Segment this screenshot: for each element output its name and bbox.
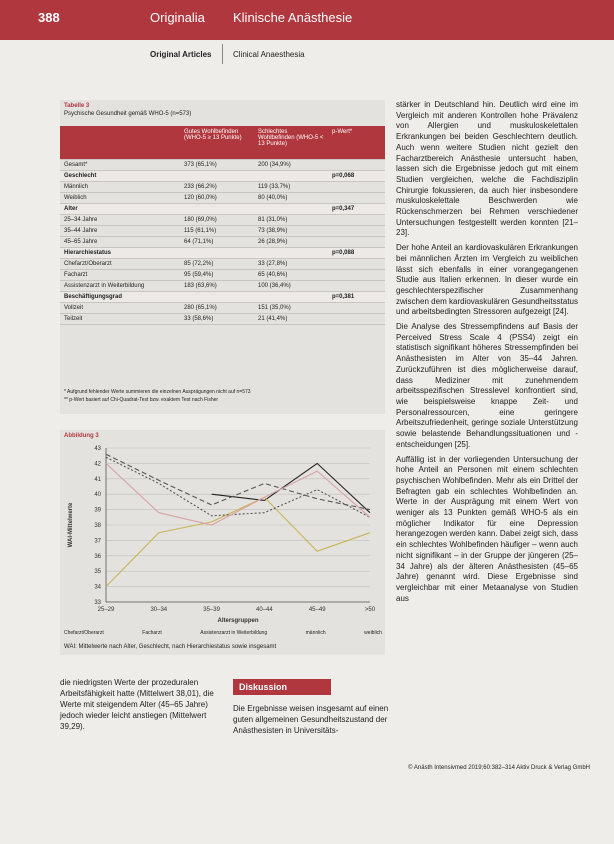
paragraph: Auffällig ist in der vorliegenden Untersuchung der hohe Anteil an Personen mit einem schlechten psychischen Wohlbefinden. Mehr als ein Drittel der Befragten gab ein schlechtes Wohlbefinden an. Werte in der Ausprägung mit einem Wert von weniger als 13 Punkten gemäß WHO-5 als ein möglicher Indikator für eine Depression herangezogen werden kann. Dabei zeigt sich, dass ein schlechtes Wohlbefinden häufiger – wenn auch nicht signifikant – in der Gruppe der jüngeren (25–34 Jahre) als der älteren Anästhesisten (45–65 Jahre) genannt wird. Diese Ergebnisse sind vergleichbar mit einer Metaanalyse von Studien aus [396, 454, 578, 603]
series-line [106, 457, 370, 517]
table-cell: Vollzeit [60, 303, 180, 314]
x-tick-label: 25–29 [97, 607, 115, 613]
table-header-row [60, 126, 385, 160]
figure-box [60, 430, 385, 655]
table-row [60, 259, 385, 270]
table-group-row [60, 204, 385, 215]
y-tick-label: 34 [94, 584, 101, 591]
table-cell: 64 (71,1%) [180, 237, 254, 248]
table-cell [328, 182, 385, 193]
table-header-cell: Gutes Wohlbefinden (WHO-5 ≥ 13 Punkte) [180, 126, 254, 160]
bottom-left-text: die niedrigsten Werte der prozeduralen Arbeitsfähigkeit hatte (Mittelwert 38,01), die Werte mit steigendem Alter (45–65 Jahre) jedoch wieder leicht anstiegen (Mittelwert 39,29). [60, 678, 214, 731]
table-group-row [60, 171, 385, 182]
table-row [60, 226, 385, 237]
subheader-right: Clinical Anaesthesia [233, 50, 305, 59]
table-footnote: ** p-Wert basiert auf Chi-Quadrat-Test bzw. exaktem Test nach Fisher [64, 397, 219, 403]
table-cell [328, 303, 385, 314]
table-cell [328, 160, 385, 171]
table-row [60, 270, 385, 281]
x-tick-label: >50 [364, 607, 376, 613]
table-label: Tabelle 3 [64, 103, 90, 109]
table-cell: Männlich [60, 182, 180, 193]
table-cell [328, 193, 385, 204]
table-cell: Assistenzarzt in Weiterbildung [60, 281, 180, 292]
table-cell: Weiblich [60, 193, 180, 204]
table-row [60, 281, 385, 292]
table-cell: Chefarzt/Oberarzt [60, 259, 180, 270]
table-cell [328, 226, 385, 237]
paragraph: Die Analyse des Stressempfindens auf Basis der Perceived Stress Scale 4 (PSS4) zeigt ein statistisch signifikant höheres Stressempfinden bei Anästhesisten im Alter von 35–44 Jahren. Zurückzuführen ist dies möglicherweise darauf, dass Mediziner mit zunehmendem arbeitsspezifischen Stresslevel konfrontiert sind, wie beispielsweise knappe Zeit- und Personalressourcen, eine geringere Arbeitszufriedenheit, geringe soziale Unterstützung sowie belastende Behandlungssituationen und -entscheidungen [25]. [396, 322, 578, 449]
table-cell: 233 (66,2%) [180, 182, 254, 193]
y-tick-label: 43 [94, 446, 101, 452]
table-cell [254, 204, 328, 215]
y-tick-label: 38 [94, 523, 101, 529]
table-footnotes [64, 388, 251, 404]
table-cell: Hierarchiestatus [60, 248, 180, 259]
wai-line-chart [60, 442, 385, 642]
table-cell [180, 248, 254, 259]
table-cell: 200 (34,9%) [254, 160, 328, 171]
table-cell: Teilzeit [60, 314, 180, 325]
table-cell: p=0,347 [328, 204, 385, 215]
table-cell: 100 (36,4%) [254, 281, 328, 292]
chart-legend [64, 630, 382, 636]
figure-note: WAI: Mittelwerte nach Alter, Geschlecht, nach Hierarchiestatus sowie insgesamt [64, 644, 277, 650]
table-cell [328, 314, 385, 325]
page-number: 388 [38, 10, 60, 25]
table-header-cell [60, 126, 180, 160]
table-box [60, 100, 385, 414]
figure-label: Abbildung 3 [64, 433, 99, 439]
table-cell: Alter [60, 204, 180, 215]
table-row [60, 193, 385, 204]
table-cell: 35–44 Jahre [60, 226, 180, 237]
legend-item: Facharzt [142, 630, 162, 636]
table-row [60, 237, 385, 248]
table-cell [180, 292, 254, 303]
table-cell: Facharzt [60, 270, 180, 281]
series-line [106, 454, 370, 509]
y-tick-label: 40 [94, 492, 101, 499]
table-cell: 120 (60,0%) [180, 193, 254, 204]
table-cell: 151 (35,0%) [254, 303, 328, 314]
table-row [60, 215, 385, 226]
table-group-row [60, 292, 385, 303]
table-cell: 21 (41,4%) [254, 314, 328, 325]
table-cell: 183 (63,6%) [180, 281, 254, 292]
health-table [60, 126, 385, 325]
table-cell [328, 259, 385, 270]
bottom-mid-text: Die Ergebnisse weisen insgesamt auf einen guten allgemeinen Gesundheitszustand der Anästhesisten in Universitäts- [233, 704, 389, 735]
right-column-text [396, 100, 578, 608]
table-cell: 280 (65,1%) [180, 303, 254, 314]
table-cell [254, 171, 328, 182]
table-footnote: * Aufgrund fehlender Werte summieren die einzelnen Ausprägungen nicht auf n=573 [64, 389, 251, 395]
table-cell: 33 (58,6%) [180, 314, 254, 325]
table-cell: 95 (59,4%) [180, 270, 254, 281]
table-cell: 80 (40,0%) [254, 193, 328, 204]
table-cell [254, 292, 328, 303]
table-row [60, 182, 385, 193]
table-cell: 73 (38,9%) [254, 226, 328, 237]
table-cell [328, 270, 385, 281]
x-tick-label: 40–44 [256, 607, 273, 613]
table-cell [254, 248, 328, 259]
x-tick-label: 30–34 [150, 607, 168, 613]
table-cell: 81 (31,0%) [254, 215, 328, 226]
table-cell: 115 (61,1%) [180, 226, 254, 237]
table-caption: Psychische Gesundheit gemäß WHO-5 (n=573) [64, 111, 192, 117]
table-cell: p=0,068 [328, 171, 385, 182]
table-cell [180, 171, 254, 182]
table-cell: Geschlecht [60, 171, 180, 182]
table-cell: 373 (65,1%) [180, 160, 254, 171]
table-cell [328, 281, 385, 292]
legend-item: Chefarzt/Oberarzt [64, 630, 104, 636]
y-axis-label: WAI-Mittelwerte [68, 502, 74, 548]
table-row [60, 303, 385, 314]
y-tick-label: 42 [94, 461, 101, 468]
subheader-left: Original Articles [150, 50, 212, 59]
table-group-row [60, 248, 385, 259]
table-cell [328, 237, 385, 248]
table-cell: p=0,381 [328, 292, 385, 303]
legend-item: Assistenzarzt in Weiterbildung [200, 630, 268, 636]
y-tick-label: 35 [94, 569, 101, 576]
paragraph: Der hohe Anteil an kardiovaskulären Erkrankungen bei männlichen Ärzten im Vergleich zu weiblichen lässt sich ebenfalls in einer vorangegangenen Studie aus Italien erkennen. In dieser wurde ein geschlechterspezifischer Zusammenhang zwischen dem kardiovaskulären Gesundheitsstatus und arbeitsbedingten Stressoren aufgezeigt [24]. [396, 243, 578, 317]
y-tick-label: 36 [94, 553, 101, 560]
table-cell [180, 204, 254, 215]
legend-item: weiblich [364, 630, 382, 636]
page-header [0, 0, 614, 40]
table-header-cell: p-Wert* [328, 126, 385, 160]
table-cell: 33 (27,8%) [254, 259, 328, 270]
x-tick-label: 45–49 [308, 607, 326, 613]
y-tick-label: 41 [94, 476, 101, 483]
x-tick-label: 35–39 [203, 607, 220, 613]
table-cell: 26 (28,9%) [254, 237, 328, 248]
discussion-heading: Diskussion [233, 679, 331, 695]
legend-item: männlich [305, 630, 326, 636]
table-cell [328, 215, 385, 226]
y-tick-label: 39 [94, 507, 101, 514]
table-header-cell: Schlechtes Wohlbefinden (WHO-5 < 13 Punkte) [254, 126, 328, 160]
table-cell: 65 (40,6%) [254, 270, 328, 281]
table-cell: 85 (72,2%) [180, 259, 254, 270]
table-cell: Beschäftigungsgrad [60, 292, 180, 303]
table-cell: 25–34 Jahre [60, 215, 180, 226]
table-cell: 180 (69,0%) [180, 215, 254, 226]
subheader-divider [222, 44, 223, 64]
paragraph: stärker in Deutschland hin. Deutlich wird eine im Vergleich mit anderen Kontrollen hohe Prävalenz von Allergien und muskuloskelettalen Erkrankungen bei beiden Geschlechtern deutlich. Auch wenn weitere Studien nicht gezielt den Facharztbereich Anästhesie untersucht haben, lassen sich die Ergebnisse jedoch gut mit einem Studien vergleichen, welche die Fachdisziplin Chirurgie fokussieren, da auch hier insbesondere muskuloskelettale Beschwerden wie Rückenschmerzen bei Rehmen verschiedener Untersuchungen festgestellt werden konnten [21–23]. [396, 100, 578, 238]
table-row [60, 160, 385, 171]
table-cell: 45–65 Jahre [60, 237, 180, 248]
x-axis-label: Altersgruppen [217, 618, 259, 624]
topic-title: Klinische Anästhesie [233, 10, 353, 25]
y-tick-label: 33 [94, 600, 101, 606]
page-footer: © Anästh Intensivmed 2019;60:382–314 Aktiv Druck & Verlag GmbH [408, 765, 590, 771]
y-tick-label: 37 [94, 538, 101, 545]
table-cell: Gesamt* [60, 160, 180, 171]
table-row [60, 314, 385, 325]
section-title: Originalia [150, 10, 205, 25]
table-cell: 119 (33,7%) [254, 182, 328, 193]
table-cell: p=0,088 [328, 248, 385, 259]
